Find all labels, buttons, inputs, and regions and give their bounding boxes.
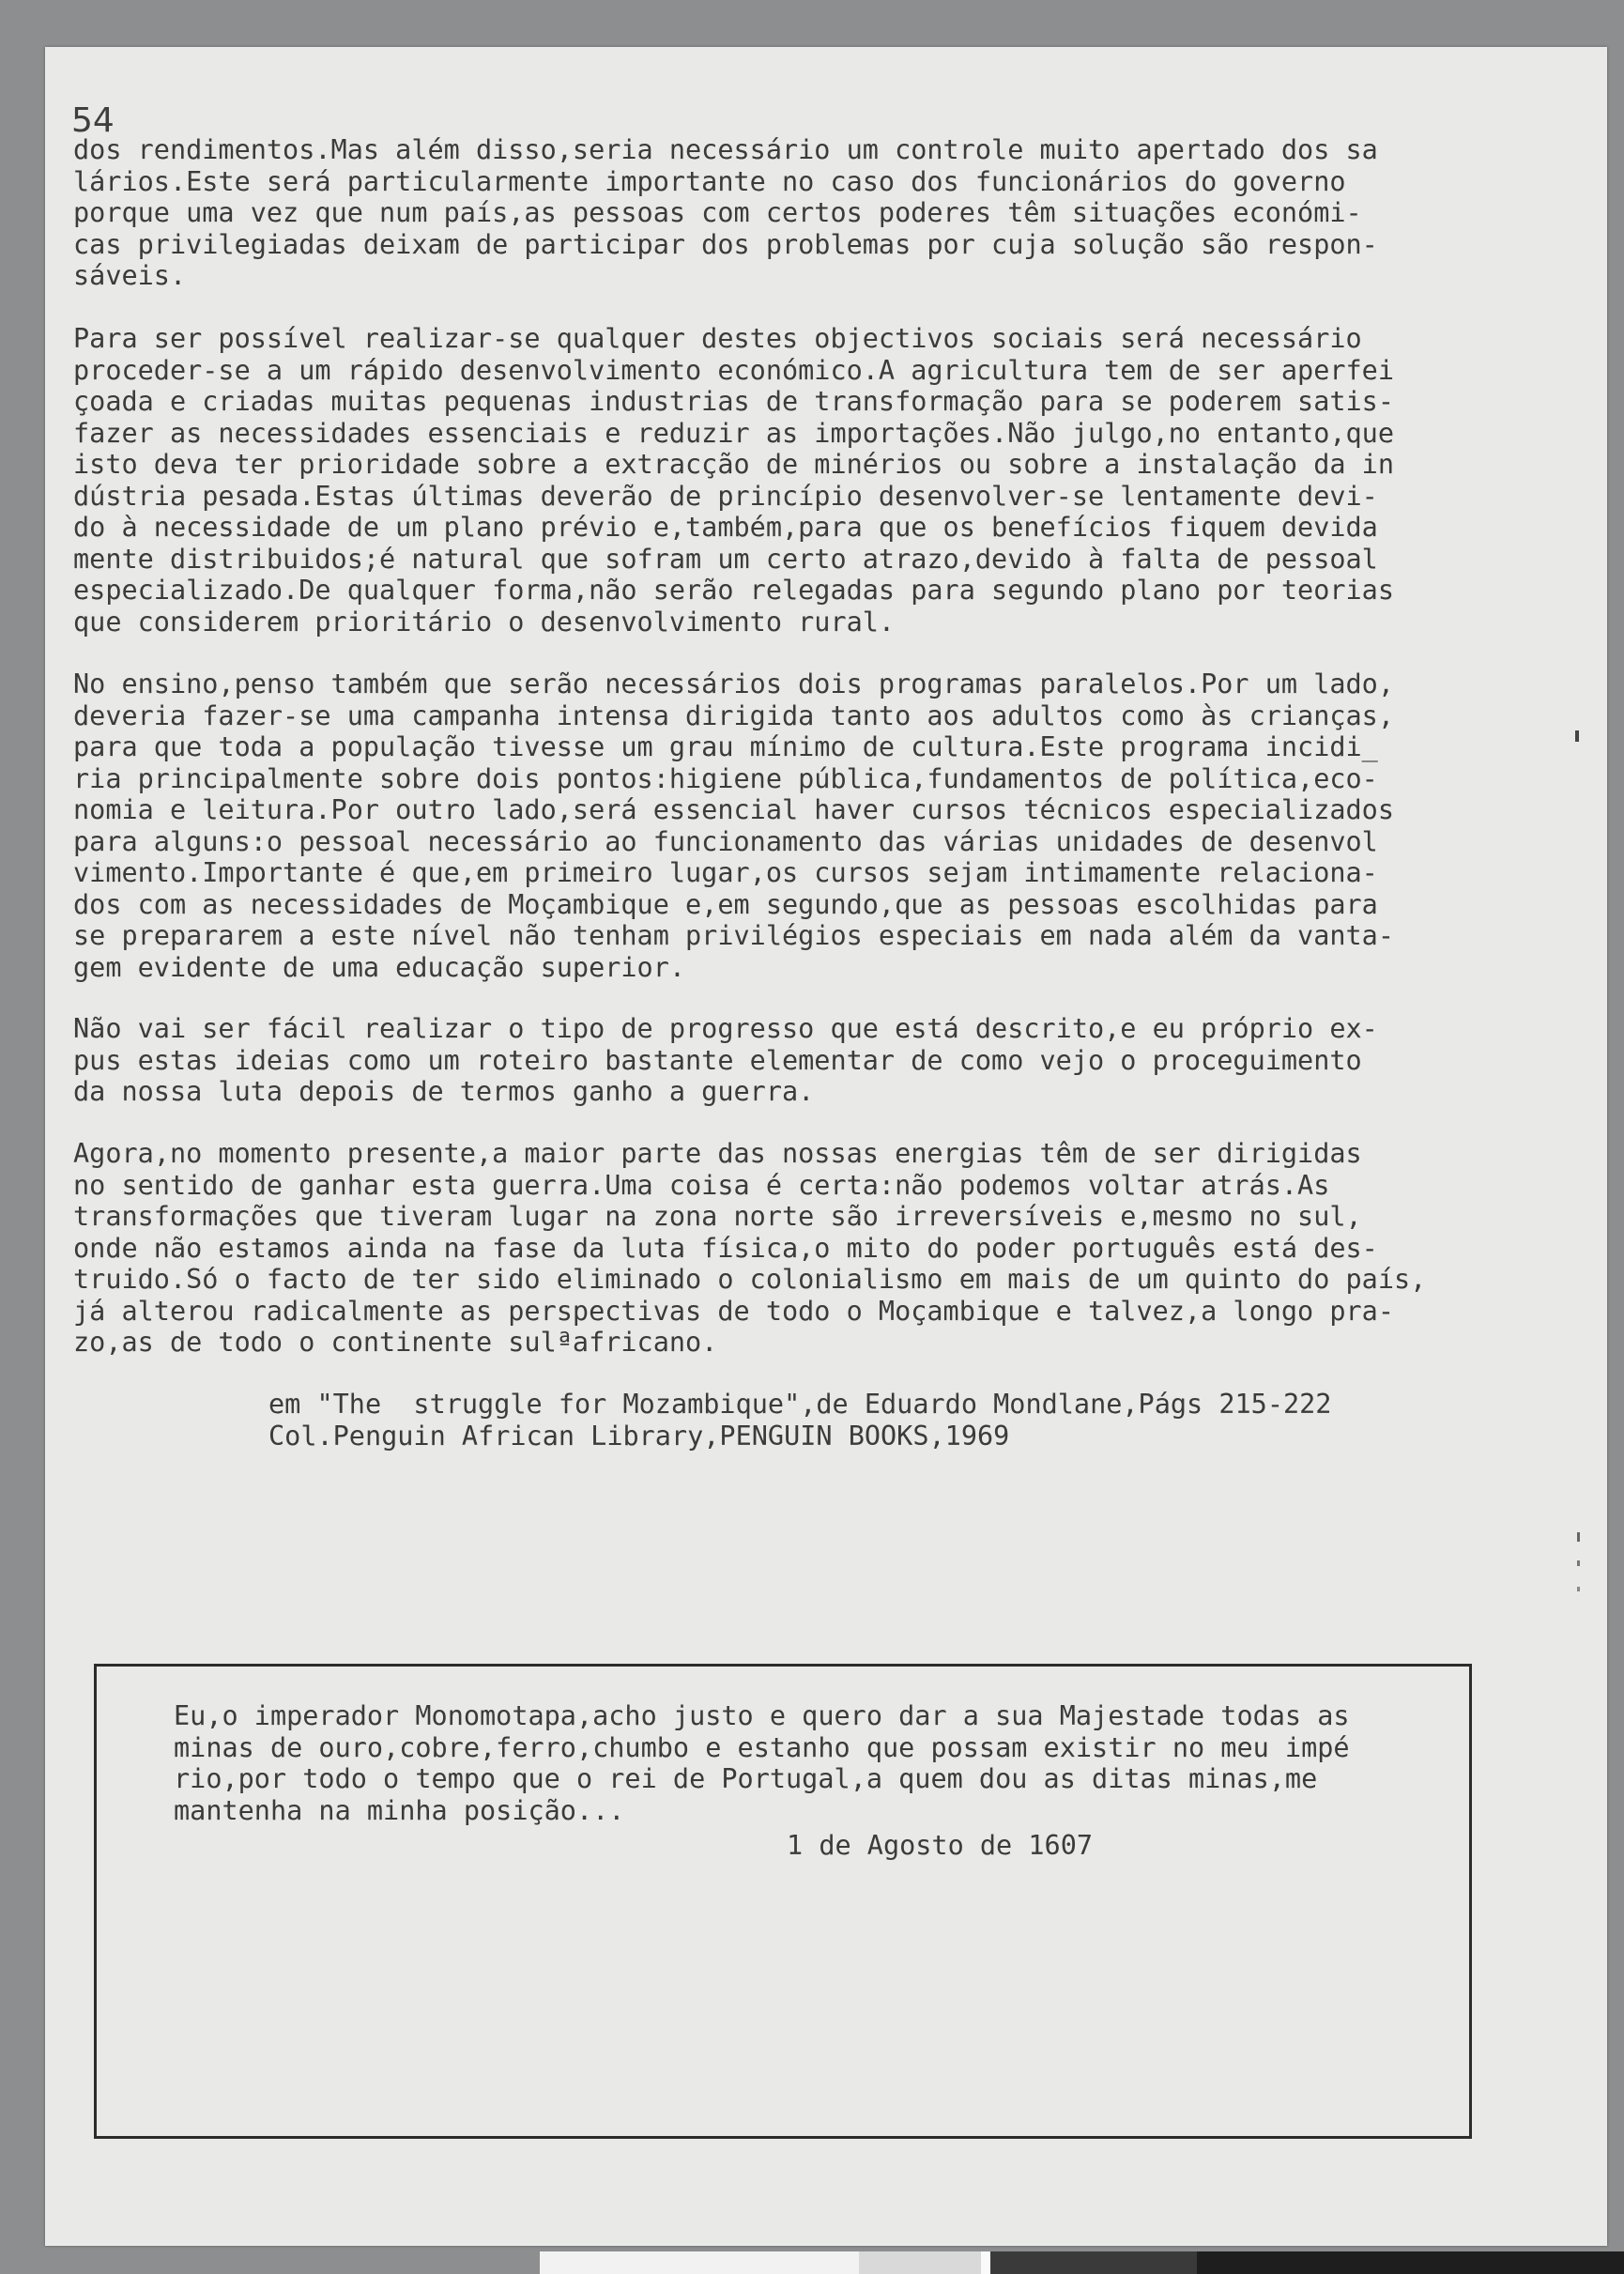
paragraph-5: Agora,no momento presente,a maior parte das nossas energias têm de ser dirigidas no sentido de ganhar esta guerra.Uma coisa é certa:não podemos voltar atrás.As transformações que tiveram lugar na zona norte são irreversíveis e,mesmo no sul, onde não estamos ainda na fase da luta física,o mito do poder português está des- truido.Só o facto de ter sido eliminado o colonialismo em mais de um quinto do país, já alterou radicalmente as perspectivas de todo o Moçambique e talvez,a longo pra- zo,as de todo o continente sulªafricano. [73, 1138, 1427, 1358]
paragraph-4: Não vai ser fácil realizar o tipo de progresso que está descrito,e eu próprio ex- pus estas ideias como um roteiro bastante elementar de como vejo o proceguimento da nossa luta depois de termos ganho a guerra. [73, 1013, 1378, 1107]
margin-mark [1575, 730, 1579, 742]
source-citation: em "The struggle for Mozambique",de Eduardo Mondlane,Págs 215-222 Col.Penguin African Library,PENGUIN BOOKS,1969 [268, 1389, 1332, 1452]
paragraph-2: Para ser possível realizar-se qualquer destes objectivos sociais será necessário proceder-se a um rápido desenvolvimento económico.A agricultura tem de ser aperfei çoada e criadas muitas pequenas industrias de transformação para se poderem satis- fazer as necessidades essenciais e reduzir as importações.Não julgo,no entanto,que isto deva ter prioridade sobre a extracção de minérios ou sobre a instalação da in dústria pesada.Estas últimas deverão de princípio desenvolver-se lentamente devi- do à necessidade de um plano prévio e,também,para que os benefícios fiquem devida mente distribuidos;é natural que sofram um certo atrazo,devido à falta de pessoal especializado.De qualquer forma,não serão relegadas para segundo plano por teorias que considerem prioritário o desenvolvimento rural. [73, 323, 1394, 638]
quote-text: Eu,o imperador Monomotapa,acho justo e quero dar a sua Majestade todas as minas de ouro,cobre,ferro,chumbo e estanho que possam existir no meu impé rio,por todo o tempo que o rei de Portugal,a quem dou as ditas minas,me mantenha na minha posição... [174, 1700, 1350, 1826]
scale-ruler [540, 2251, 1624, 2274]
margin-mark [1577, 1560, 1580, 1566]
quote-date: 1 de Agosto de 1607 [787, 1830, 1094, 1861]
margin-mark [1577, 1532, 1580, 1542]
margin-mark [1577, 1587, 1580, 1591]
quote-box [94, 1664, 1472, 2139]
paragraph-3: No ensino,penso também que serão necessários dois programas paralelos.Por um lado, deveria fazer-se uma campanha intensa dirigida tanto aos adultos como às crianças, para que toda a população tivesse um grau mínimo de cultura.Este programa incidi_ ria principalmente sobre dois pontos:higiene pública,fundamentos de política,eco- nomia e leitura.Por outro lado,será essencial haver cursos técnicos especializados para alguns:o pessoal necessário ao funcionamento das várias unidades de desenvol vimento.Importante é que,em primeiro lugar,os cursos sejam intimamente relaciona- dos com as necessidades de Moçambique e,em segundo,que as pessoas escolhidas para se prepararem a este nível não tenham privilégios especiais em nada além da vanta- gem evidente de uma educação superior. [73, 668, 1394, 983]
page-number: 54 [71, 101, 115, 140]
paragraph-1: dos rendimentos.Mas além disso,seria necessário um controle muito apertado dos sa lários.Este será particularmente importante no caso dos funcionários do governo porque uma vez que num país,as pessoas com certos poderes têm situações económi- cas privilegiadas deixam de participar dos problemas por cuja solução são respon- sáveis. [73, 134, 1378, 291]
